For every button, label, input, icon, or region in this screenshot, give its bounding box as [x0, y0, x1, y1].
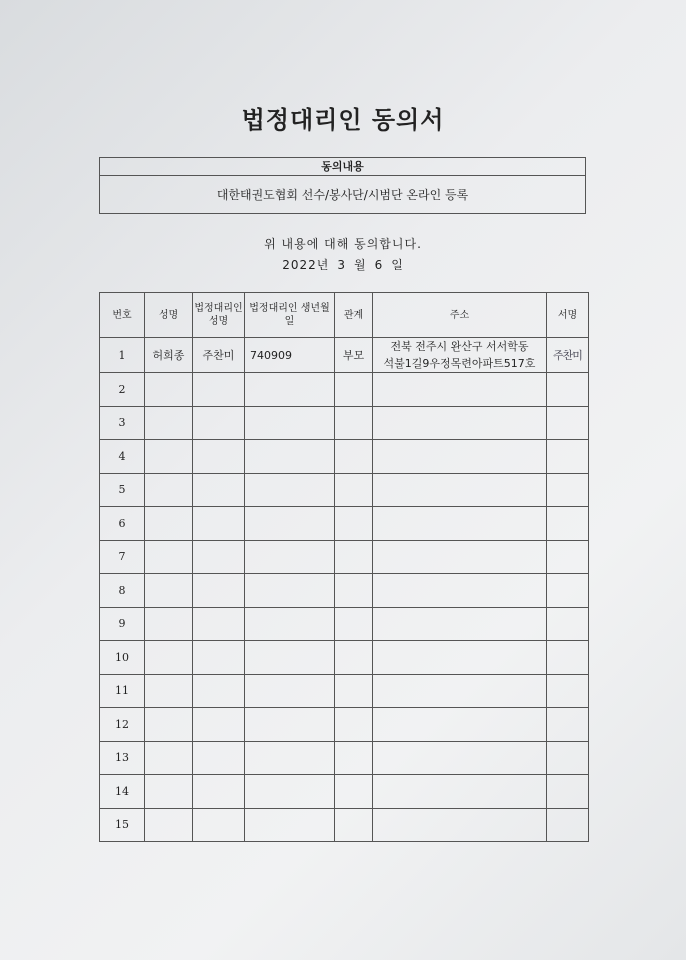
row-signature: [547, 808, 589, 842]
row-signature: [547, 473, 589, 507]
table-row: [100, 775, 589, 809]
row-name: [145, 641, 193, 675]
row-guardian: [193, 406, 245, 440]
row-signature: [547, 674, 589, 708]
row-address: [373, 440, 547, 474]
row-guardian: [193, 674, 245, 708]
row-name: 허희종: [145, 338, 193, 373]
row-guardian: [193, 641, 245, 675]
row-guardian: [193, 574, 245, 608]
row-address: [373, 641, 547, 675]
row-name: [145, 674, 193, 708]
row-relation: [335, 641, 373, 675]
row-relation: 부모: [335, 338, 373, 373]
row-guardian: [193, 440, 245, 474]
row-relation: [335, 440, 373, 474]
table-row: [100, 674, 589, 708]
table-row: [100, 507, 589, 541]
row-relation: [335, 674, 373, 708]
table-row: [100, 473, 589, 507]
row-birth: [245, 373, 335, 407]
row-number: 8: [100, 574, 145, 608]
row-birth: [245, 406, 335, 440]
date-month-num: 3: [337, 258, 346, 272]
header-guardian-birth: 법정대리인 생년월일: [245, 293, 335, 338]
header-address: 주소: [373, 293, 547, 338]
row-name: [145, 373, 193, 407]
date-month-label: 월: [353, 258, 367, 272]
row-address-line-1: 전북 전주시 완산구 서서학동: [390, 340, 529, 353]
header-guardian-name: 법정대리인 성명: [193, 293, 245, 338]
table-row: [100, 574, 589, 608]
row-relation: [335, 775, 373, 809]
table-row: [100, 338, 589, 373]
row-name: [145, 607, 193, 641]
row-birth: [245, 708, 335, 742]
date-day-num: 6: [374, 258, 384, 272]
row-relation: [335, 373, 373, 407]
table-row: [100, 808, 589, 842]
table-row: [100, 373, 589, 407]
row-relation: [335, 406, 373, 440]
date-day-label: 일: [391, 258, 404, 272]
row-birth: 740909: [245, 338, 335, 373]
row-address: [373, 741, 547, 775]
table-row: [100, 741, 589, 775]
row-guardian: [193, 775, 245, 809]
row-birth: [245, 574, 335, 608]
row-number: 6: [100, 507, 145, 541]
row-birth: [245, 641, 335, 675]
row-name: [145, 808, 193, 842]
row-relation: [335, 741, 373, 775]
row-address: [373, 708, 547, 742]
row-birth: [245, 775, 335, 809]
row-address-line-2: 석불1길9우정목련아파트517호: [383, 357, 536, 370]
row-relation: [335, 473, 373, 507]
guardian-table: [99, 292, 589, 842]
table-row: [100, 406, 589, 440]
row-number: 13: [100, 741, 145, 775]
row-guardian: [193, 540, 245, 574]
row-name: [145, 775, 193, 809]
header-signature: 서명: [547, 293, 589, 338]
row-name: [145, 708, 193, 742]
table-row: [100, 540, 589, 574]
consent-statement: 위 내용에 대해 동의합니다.: [264, 237, 422, 251]
row-address: [373, 373, 547, 407]
row-birth: [245, 808, 335, 842]
document-title: 법정대리인 동의서: [241, 106, 445, 134]
row-address: [373, 808, 547, 842]
header-number: 번호: [100, 293, 145, 338]
row-name: [145, 741, 193, 775]
row-guardian: [193, 507, 245, 541]
row-address: [373, 540, 547, 574]
table-header-row: [100, 293, 589, 338]
row-birth: [245, 741, 335, 775]
row-birth: [245, 440, 335, 474]
row-address: [373, 473, 547, 507]
date-year: 2022년: [282, 258, 330, 272]
row-address: [373, 406, 547, 440]
row-address: [373, 507, 547, 541]
row-number: 15: [100, 808, 145, 842]
row-signature: [547, 540, 589, 574]
row-number: 14: [100, 775, 145, 809]
row-name: [145, 473, 193, 507]
row-number: 4: [100, 440, 145, 474]
row-signature: [547, 641, 589, 675]
row-guardian: [193, 708, 245, 742]
row-number: 7: [100, 540, 145, 574]
row-birth: [245, 674, 335, 708]
row-guardian: [193, 808, 245, 842]
header-relation: 관계: [335, 293, 373, 338]
row-signature: [547, 708, 589, 742]
row-signature: [547, 507, 589, 541]
consent-date: [0, 256, 686, 273]
row-number: 3: [100, 406, 145, 440]
row-name: [145, 540, 193, 574]
row-guardian: [193, 473, 245, 507]
consent-header: 동의내용: [100, 158, 585, 176]
table-row: [100, 607, 589, 641]
row-number: 10: [100, 641, 145, 675]
row-birth: [245, 540, 335, 574]
row-name: [145, 406, 193, 440]
row-number: 9: [100, 607, 145, 641]
consent-content: 대한태권도협회 선수/봉사단/시범단 온라인 등록: [216, 188, 469, 202]
row-address: [373, 674, 547, 708]
row-signature: 주찬미: [547, 338, 589, 373]
row-number: 11: [100, 674, 145, 708]
row-address: [373, 775, 547, 809]
row-number: 12: [100, 708, 145, 742]
row-signature: [547, 741, 589, 775]
row-relation: [335, 808, 373, 842]
row-relation: [335, 507, 373, 541]
row-guardian: [193, 373, 245, 407]
table-row: [100, 708, 589, 742]
row-signature: [547, 440, 589, 474]
row-address: [373, 338, 547, 373]
row-name: [145, 574, 193, 608]
row-signature: [547, 406, 589, 440]
row-signature: [547, 607, 589, 641]
row-birth: [245, 607, 335, 641]
row-address: [373, 607, 547, 641]
row-birth: [245, 473, 335, 507]
row-relation: [335, 607, 373, 641]
row-signature: [547, 775, 589, 809]
row-signature: [547, 574, 589, 608]
row-guardian: 주찬미: [193, 338, 245, 373]
row-number: 5: [100, 473, 145, 507]
row-relation: [335, 708, 373, 742]
row-relation: [335, 574, 373, 608]
row-name: [145, 440, 193, 474]
header-name: 성명: [145, 293, 193, 338]
row-address: [373, 574, 547, 608]
row-guardian: [193, 607, 245, 641]
row-signature: [547, 373, 589, 407]
row-relation: [335, 540, 373, 574]
row-name: [145, 507, 193, 541]
row-number: 1: [100, 338, 145, 373]
row-birth: [245, 507, 335, 541]
table-row: [100, 440, 589, 474]
table-row: [100, 641, 589, 675]
consent-box: [99, 157, 586, 214]
row-number: 2: [100, 373, 145, 407]
row-guardian: [193, 741, 245, 775]
